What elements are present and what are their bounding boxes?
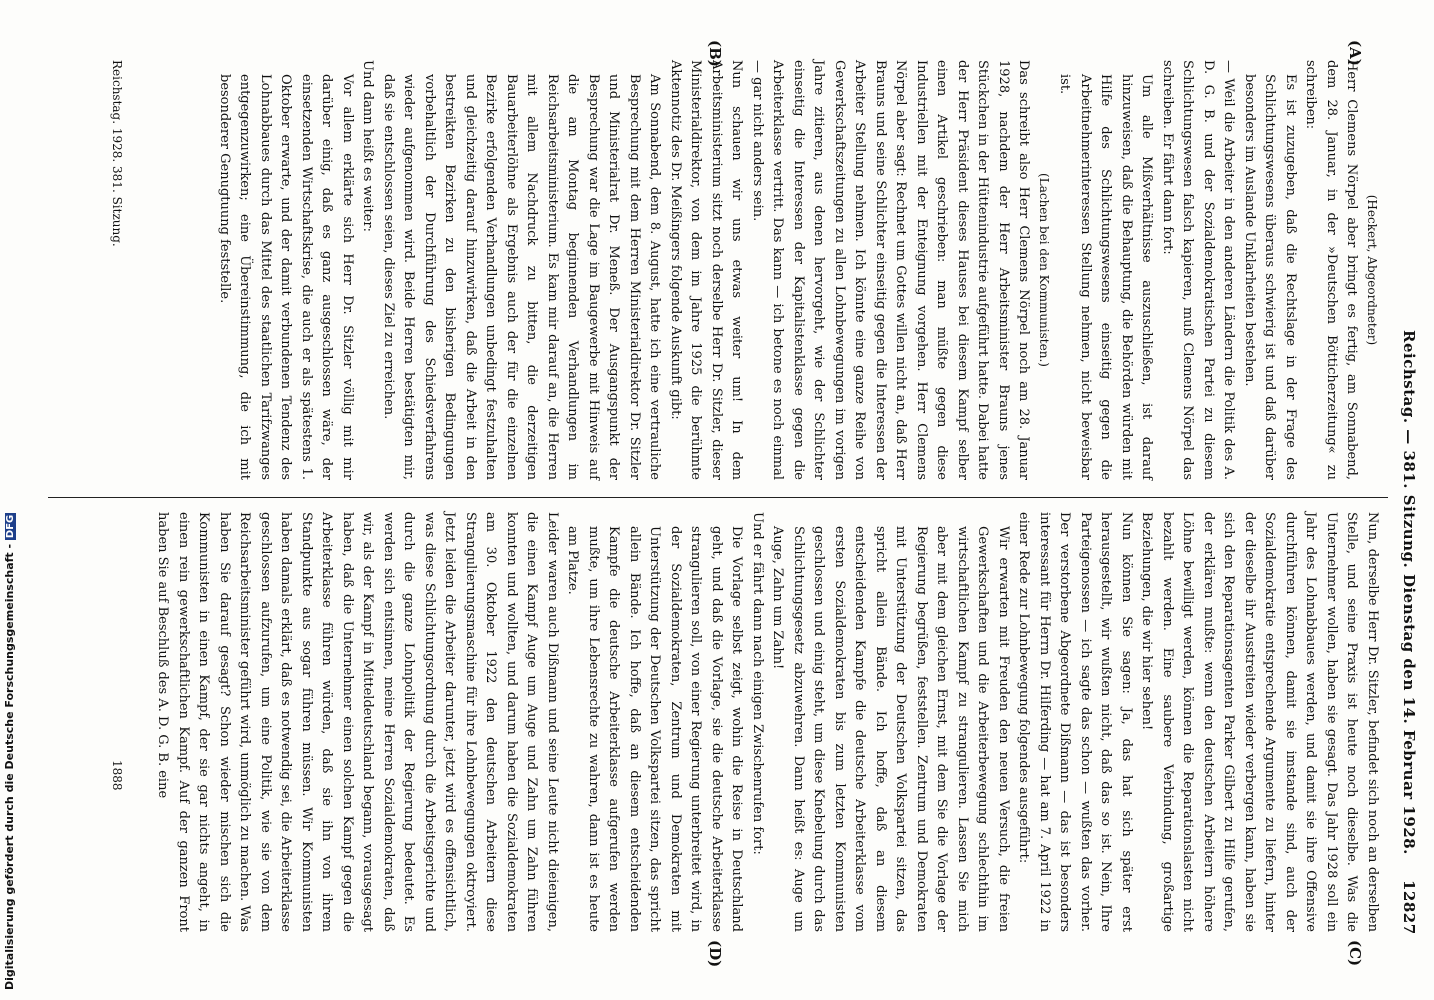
paragraph: Das schreibt also Herr Clemens Nörpel noch am 28. Januar 1928, nachdem der Herr Arbeitsminister Brauns jenes Stückchen in der Hüttenindustrie aufgeführt hatte. Dabei hatte der Herr Präsident dieses Hauses bei diesem Kampf selber einen Artikel geschrieben: man müßte gegen diese Industriellen mit der Enteignung vorgehen. Herr Clemens Nörpel aber sagt: Rechnet um Gottes willen nicht an, daß Herr Brauns und seine Schlichter einseitig gegen die Interessen der Arbeiter Stellung nehmen. Ich könnte eine ganze Reihe von Gewerkschaftszeitungen zu allen Lohnbewegungen im vorigen Jahre zitieren, aus denen hervorgeht, wie der Schlichter einseitig die Interessen der Kapitalistenklasse gegen die Arbeiterklasse vertritt. Das kann — ich betone es noch einmal — gar nicht anders sein. xyxy=(750,60,1032,480)
margin-marker-d: (D) xyxy=(706,940,724,968)
quote: Die Vorlage selbst zeigt, wohin die Reise in Deutschland geht, und daß die Vorlage, sie die deutsche Arbeiterklasse strangulieren soll, von einer Regierung unterbreitet wird, in der Sozialdemokraten, Zentrum und Demokraten mit Unterstützung der Deutschen Volkspartei sitzen, das spricht allein Bände. Ich hoffe, daß an diesem entscheidenden Kampfe die deutsche Arbeiterklasse aufgerufen werden mußte, um ihre Lebensrechte zu wahren, dann ist es heute am Platze. xyxy=(565,526,745,932)
page-number: 12827 xyxy=(1400,880,1418,935)
interjection: (Lachen bei den Kommunisten.) xyxy=(1037,173,1051,367)
quote: Um alle Mißverhältnisse auszuschließen, ist darauf hinzuweisen, daß die Behauptung, die Behörden würden mit Hilfe des Schlichtungswesens einseitig gegen die Arbeitnehmerinteressen Stellung nehmen, nicht beweisbar ist. xyxy=(1057,74,1155,480)
quote: Am Sonnabend, dem 8. August, hatte ich eine vertrauliche Besprechung mit dem Herren Ministerialdirektor Dr. Sitzler und Ministerialrat Dr. Meneß. Der Ausgangspunkt der Besprechung war die Lage im Baugewerbe mit Hinweis auf die am Montag beginnenden Verhandlungen im Reichsarbeitsministerium. Es kam mir darauf an, die Herren mit allem Nachdruck zu bitten, die derzeitigen Bauarbeiterlöhne als Ergebnis auch der für die einzelnen Bezirke erfolgenden Verhandlungen unbedingt festzuhalten und gleichzeitig darauf hinzuwirken, daß die Arbeit in den bestreikten Bezirken zu den bisherigen Bedingungen vorbehaltlich der Durchführung des Schiedsverfahrens wieder aufgenommen wird. Beide Herren bestätigten mir, daß sie entschlossen seien, dieses Ziel zu erreichen. xyxy=(381,74,663,480)
right-column xyxy=(152,512,1382,932)
paragraph: Herr Clemens Nörpel aber bringt es fertig, am Sonnabend, dem 28. Januar, in der »Deutschen Bötticherzeitung« zu schreiben: xyxy=(1303,60,1360,480)
margin-marker-b: (B) xyxy=(706,40,724,67)
running-header: Reichstag. — 381. Sitzung. Dienstag den 14. Februar 1928. xyxy=(1400,330,1418,855)
paragraph: Nun schauen wir uns etwas weiter um! In dem Arbeitsministerium sitzt noch derselbe Herr Dr. Sitzler, dieser Ministerialdirektor, von dem im Jahre 1925 die berühmte Aktennotiz des Dr. Meißingers folgende Auskunft gibt: xyxy=(668,60,745,480)
paragraph: Und er fährt dann nach einigen Zwischenrufen fort: xyxy=(750,512,765,855)
quote: Es ist zuzugeben, daß die Rechtslage in der Frage des Schlichtungswesens überaus schwierig ist und daß darüber besonders im Auslande Unklarheiten bestehen. xyxy=(1242,74,1298,480)
margin-marker-c: (C) xyxy=(1346,940,1364,967)
quote: Vor allem erklärte sich Herr Dr. Sitzler völlig mit mir darüber einig, daß es ganz ausgeschlossen wäre, der einsetzenden Wirtschaftskrise, die auch er als spätestens 1. Oktober erwarte, und der damit verbundenen Tendenz des Lohnabbaues durch das Mittel des staatlichen Tarifzwanges entgegenzuwirken; eine Übereinstimmung, die ich mit besonderer Genugtuung feststelle. xyxy=(217,74,355,480)
dfg-logo-icon: DFG xyxy=(5,514,16,539)
paragraph: Nun können Sie sagen: Ja, das hat sich später erst herausgestellt, wir wußten nicht, daß das so ist. Nein, Ihre Parteigenossen — ich sagte das schon — wußten das vorher. Der verstorbene Abgeordnete Dißmann — das ist besonders interessant für Herrn Dr. Hilferding — hat am 7. April 1922 in einer Rede zur Lohnbewegung folgendes ausgeführt: xyxy=(1016,512,1134,932)
paragraph: Leider waren auch Dißmann und seine Leute nicht dieienigen, die einen Kampf Auge um Auge und Zahn um Zahn führen konnten und wollten, und darum haben die Sozialdemokraten am 30. Oktober 1922 den deutschen Arbeitern diese Strangulierungsmaschine für ihre Lohnbewegungen oktroyiert. Jetzt leiden die Arbeiter darunter, jetzt wird es offensichtlich, was diese Schlichtungsordnung durch die Arbeitsgerichte und durch die ganze Lohnpolitik der Regierung bedeutet. Es werden sich entsinnen, meine Herren Sozialdemokraten, daß wir, als der Kampf in Mitteldeutschland begann, vorausgesagt haben, daß die Unternehmer einen solchen Kampf gegen die Arbeiterklasse führen würden, daß sie ihn von ihrem Standpunkte aus sogar führen müssen. Wir Kommunisten haben damals erklärt, daß es notwendig sei, die Arbeiterklasse geschlossen aufzurufen, um eine Politik, wie sie von dem Reichsarbeitsminister geführt wird, unmöglich zu machen. Was haben Sie darauf gesagt? Schon wieder mischen sich die Kommunisten in einen Kampf, der sie gar nichts angeht, in einen rein gewerkschaftlichen Kampf. Auf der ganzen Front haben Sie auf Beschluß des A. D. G. B. eine xyxy=(155,512,560,932)
credit-text: Digitalisierung gefördert durch die Deutsche Forschungsgemeinschaft - xyxy=(3,543,16,990)
left-column xyxy=(214,60,1383,480)
digitization-credit xyxy=(3,513,16,990)
footer-left: Reichstag. 1928. 381. Sitzung. xyxy=(110,60,124,247)
footer-right: 1888 xyxy=(110,760,124,791)
quote: Wir erwarten mit Freuden den neuen Versuch, die freien Gewerkschaften und die Arbeiterbewegung schlechthin im wirtschaftlichen Kampf zu strangulieren. Lassen Sie mich aber mit dem gleichen Ernst, mit dem Sie die Vorlage der Regierung begrüßen, feststellen. Zentrum und Demokraten mit Unterstützung der Deutschen Volkspartei sitzen, das spricht allein Bände. Ich hoffe, daß an diesem entscheidenden Kampfe die deutsche Arbeiterklasse vom ersten Sozialdemokraten bis zum letzten Kommunisten geschlossen und einig steht, um diese Knebelung durch das Schlichtungsgesetz abzuwehren. Dann heißt es: Auge um Auge, Zahn um Zahn! xyxy=(770,526,1011,932)
paragraph: Nun, derselbe Herr Dr. Sitzler, befindet sich noch an derselben Stelle, und seine Praxis ist heute noch dieselbe. Was die Unternehmer wollen, haben sie gesagt. Das Jahr 1928 soll ein Jahr des Lohnabbaues werden, und damit sie ihre Offensive durchführen können, damit sie imstande sind, auch der Sozialdemokratie entsprechende Argumente zu liefern, hinter der dieselbe ihr Ausstreiten wieder verbergen kann, haben sie sich den Reparationsagenten Parker Gilbert zu Hilfe gerufen, der erklären mußte: wenn den deutschen Arbeitern höhere Löhne bewilligt werden, können die Reparationslasten nicht bezahlt werden. Eine saubere Verbindung, großartige Beziehungen, die wir hier sehen! xyxy=(1139,512,1380,932)
paragraph: Und dann heißt es weiter: xyxy=(360,60,376,232)
paragraph: — Weil die Arbeiter in den anderen Ländern die Politik des A. D. G. B. und der Sozialdemokratischen Partei zu diesem Schlichtungswesen falsch kapieren, muß Clemens Nörpel das schreiben. Er fährt dann fort: xyxy=(1160,60,1237,480)
speaker-label: (Heckert, Abgeordneter) xyxy=(1365,194,1379,346)
margin-marker-a: (A) xyxy=(1346,40,1364,66)
column-divider xyxy=(48,497,1388,498)
